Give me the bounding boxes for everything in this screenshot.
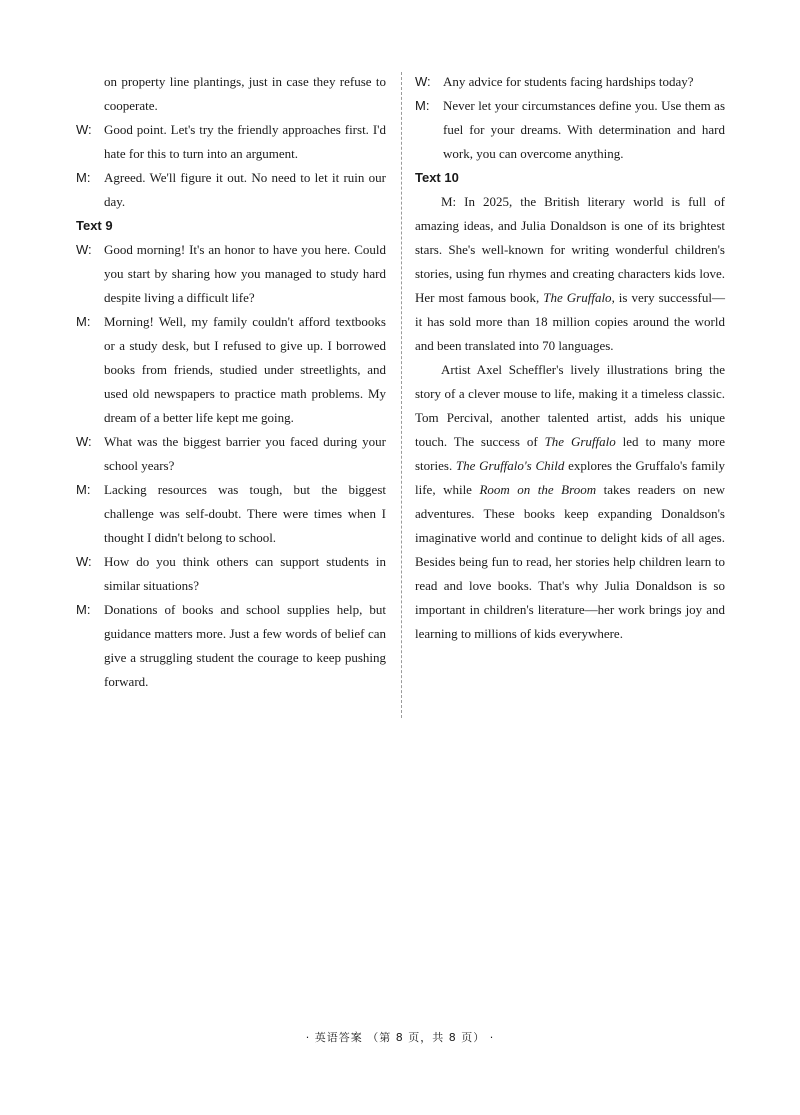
paragraph-text: led to many more stories. bbox=[415, 434, 725, 473]
speaker-label: M: bbox=[76, 482, 91, 497]
paragraph-text: takes readers on new adventures. These books keep expanding Donaldson's imaginative world and continue to delight kids of all ages. Besides being fun to read, her stories help children learn to read and love books. That's why Julia Donaldson is so important in children's literature—her work brings joy and learning to millions of kids everywhere. bbox=[415, 482, 725, 641]
text9-heading: Text 9 bbox=[76, 218, 113, 233]
continued-line: on property line plantings, just in case they refuse to cooperate. bbox=[104, 74, 386, 113]
book-title: Room on the Broom bbox=[479, 482, 597, 497]
speaker-label: M: bbox=[76, 314, 91, 329]
speaker-label: W: bbox=[76, 242, 92, 257]
dialogue-text: Agreed. We'll figure it out. No need to let it ruin our day. bbox=[104, 170, 386, 209]
right-column bbox=[415, 70, 725, 646]
dialogue-turn bbox=[76, 310, 386, 430]
passage-paragraph bbox=[415, 358, 725, 646]
dialogue-text: Never let your circumstances define you. Use them as fuel for your dreams. With determination and hard work, you can overcome anything. bbox=[443, 98, 725, 161]
paragraph-text: explores the Gruffalo's family life, while bbox=[415, 458, 725, 497]
column-divider bbox=[401, 72, 402, 718]
dialogue-turn bbox=[415, 70, 725, 94]
dialogue-turn bbox=[76, 118, 386, 166]
dialogue-turn bbox=[76, 430, 386, 478]
dialogue-text: What was the biggest barrier you faced during your school years? bbox=[104, 434, 386, 473]
dialogue-text: Any advice for students facing hardships today? bbox=[443, 74, 694, 89]
dialogue-turn bbox=[76, 166, 386, 214]
page-footer: · 英语答案 （第 8 页，共 8 页） · bbox=[305, 1031, 495, 1044]
book-title: The Gruffalo bbox=[543, 290, 612, 305]
book-title: The Gruffalo's Child bbox=[455, 458, 565, 473]
speaker-label: W: bbox=[76, 122, 92, 137]
speaker-label: W: bbox=[415, 74, 431, 89]
text10-heading: Text 10 bbox=[415, 170, 459, 185]
dialogue-text: Lacking resources was tough, but the biggest challenge was self-doubt. There were times when I thought I didn't belong to school. bbox=[104, 482, 386, 545]
speaker-label: M: bbox=[76, 602, 91, 617]
dialogue-turn bbox=[76, 478, 386, 550]
dialogue-text: Morning! Well, my family couldn't afford textbooks or a study desk, but I refused to give up. I borrowed books from friends, studied under streetlights, and used old newspapers to practice math problems. My dream of a better life kept me going. bbox=[104, 314, 386, 425]
book-title: The Gruffalo bbox=[544, 434, 616, 449]
dialogue-turn bbox=[415, 94, 725, 166]
paragraph-text: , is very successful—it has sold more than 18 million copies around the world and been translated into 70 languages. bbox=[415, 290, 725, 353]
dialogue-turn bbox=[76, 238, 386, 310]
dialogue-turn bbox=[76, 550, 386, 598]
passage-paragraph bbox=[415, 190, 725, 358]
speaker-label: M: bbox=[415, 98, 430, 113]
left-column bbox=[76, 70, 386, 694]
dialogue-text: Good point. Let's try the friendly approaches first. I'd hate for this to turn into an argument. bbox=[104, 122, 386, 161]
dialogue-text: How do you think others can support students in similar situations? bbox=[104, 554, 386, 593]
speaker-label: W: bbox=[76, 434, 92, 449]
paragraph-text: M: In 2025, the British literary world is full of amazing ideas, and Julia Donaldson is one of its brightest stars. She's well-known for writing wonderful children's stories, using fun rhymes and creating characters kids love. Her most famous book, bbox=[415, 194, 725, 305]
speaker-label: M: bbox=[76, 170, 91, 185]
speaker-label: W: bbox=[76, 554, 92, 569]
dialogue-text: Donations of books and school supplies help, but guidance matters more. Just a few words of belief can give a struggling student the courage to keep pushing forward. bbox=[104, 602, 386, 689]
dialogue-text: Good morning! It's an honor to have you here. Could you start by sharing how you managed to study hard despite living a difficult life? bbox=[104, 242, 386, 305]
paragraph-text: Artist Axel Scheffler's lively illustrations bring the story of a clever mouse to life, making it a timeless classic. Tom Percival, another talented artist, adds his unique touch. The success of bbox=[415, 362, 725, 449]
dialogue-turn bbox=[76, 598, 386, 694]
